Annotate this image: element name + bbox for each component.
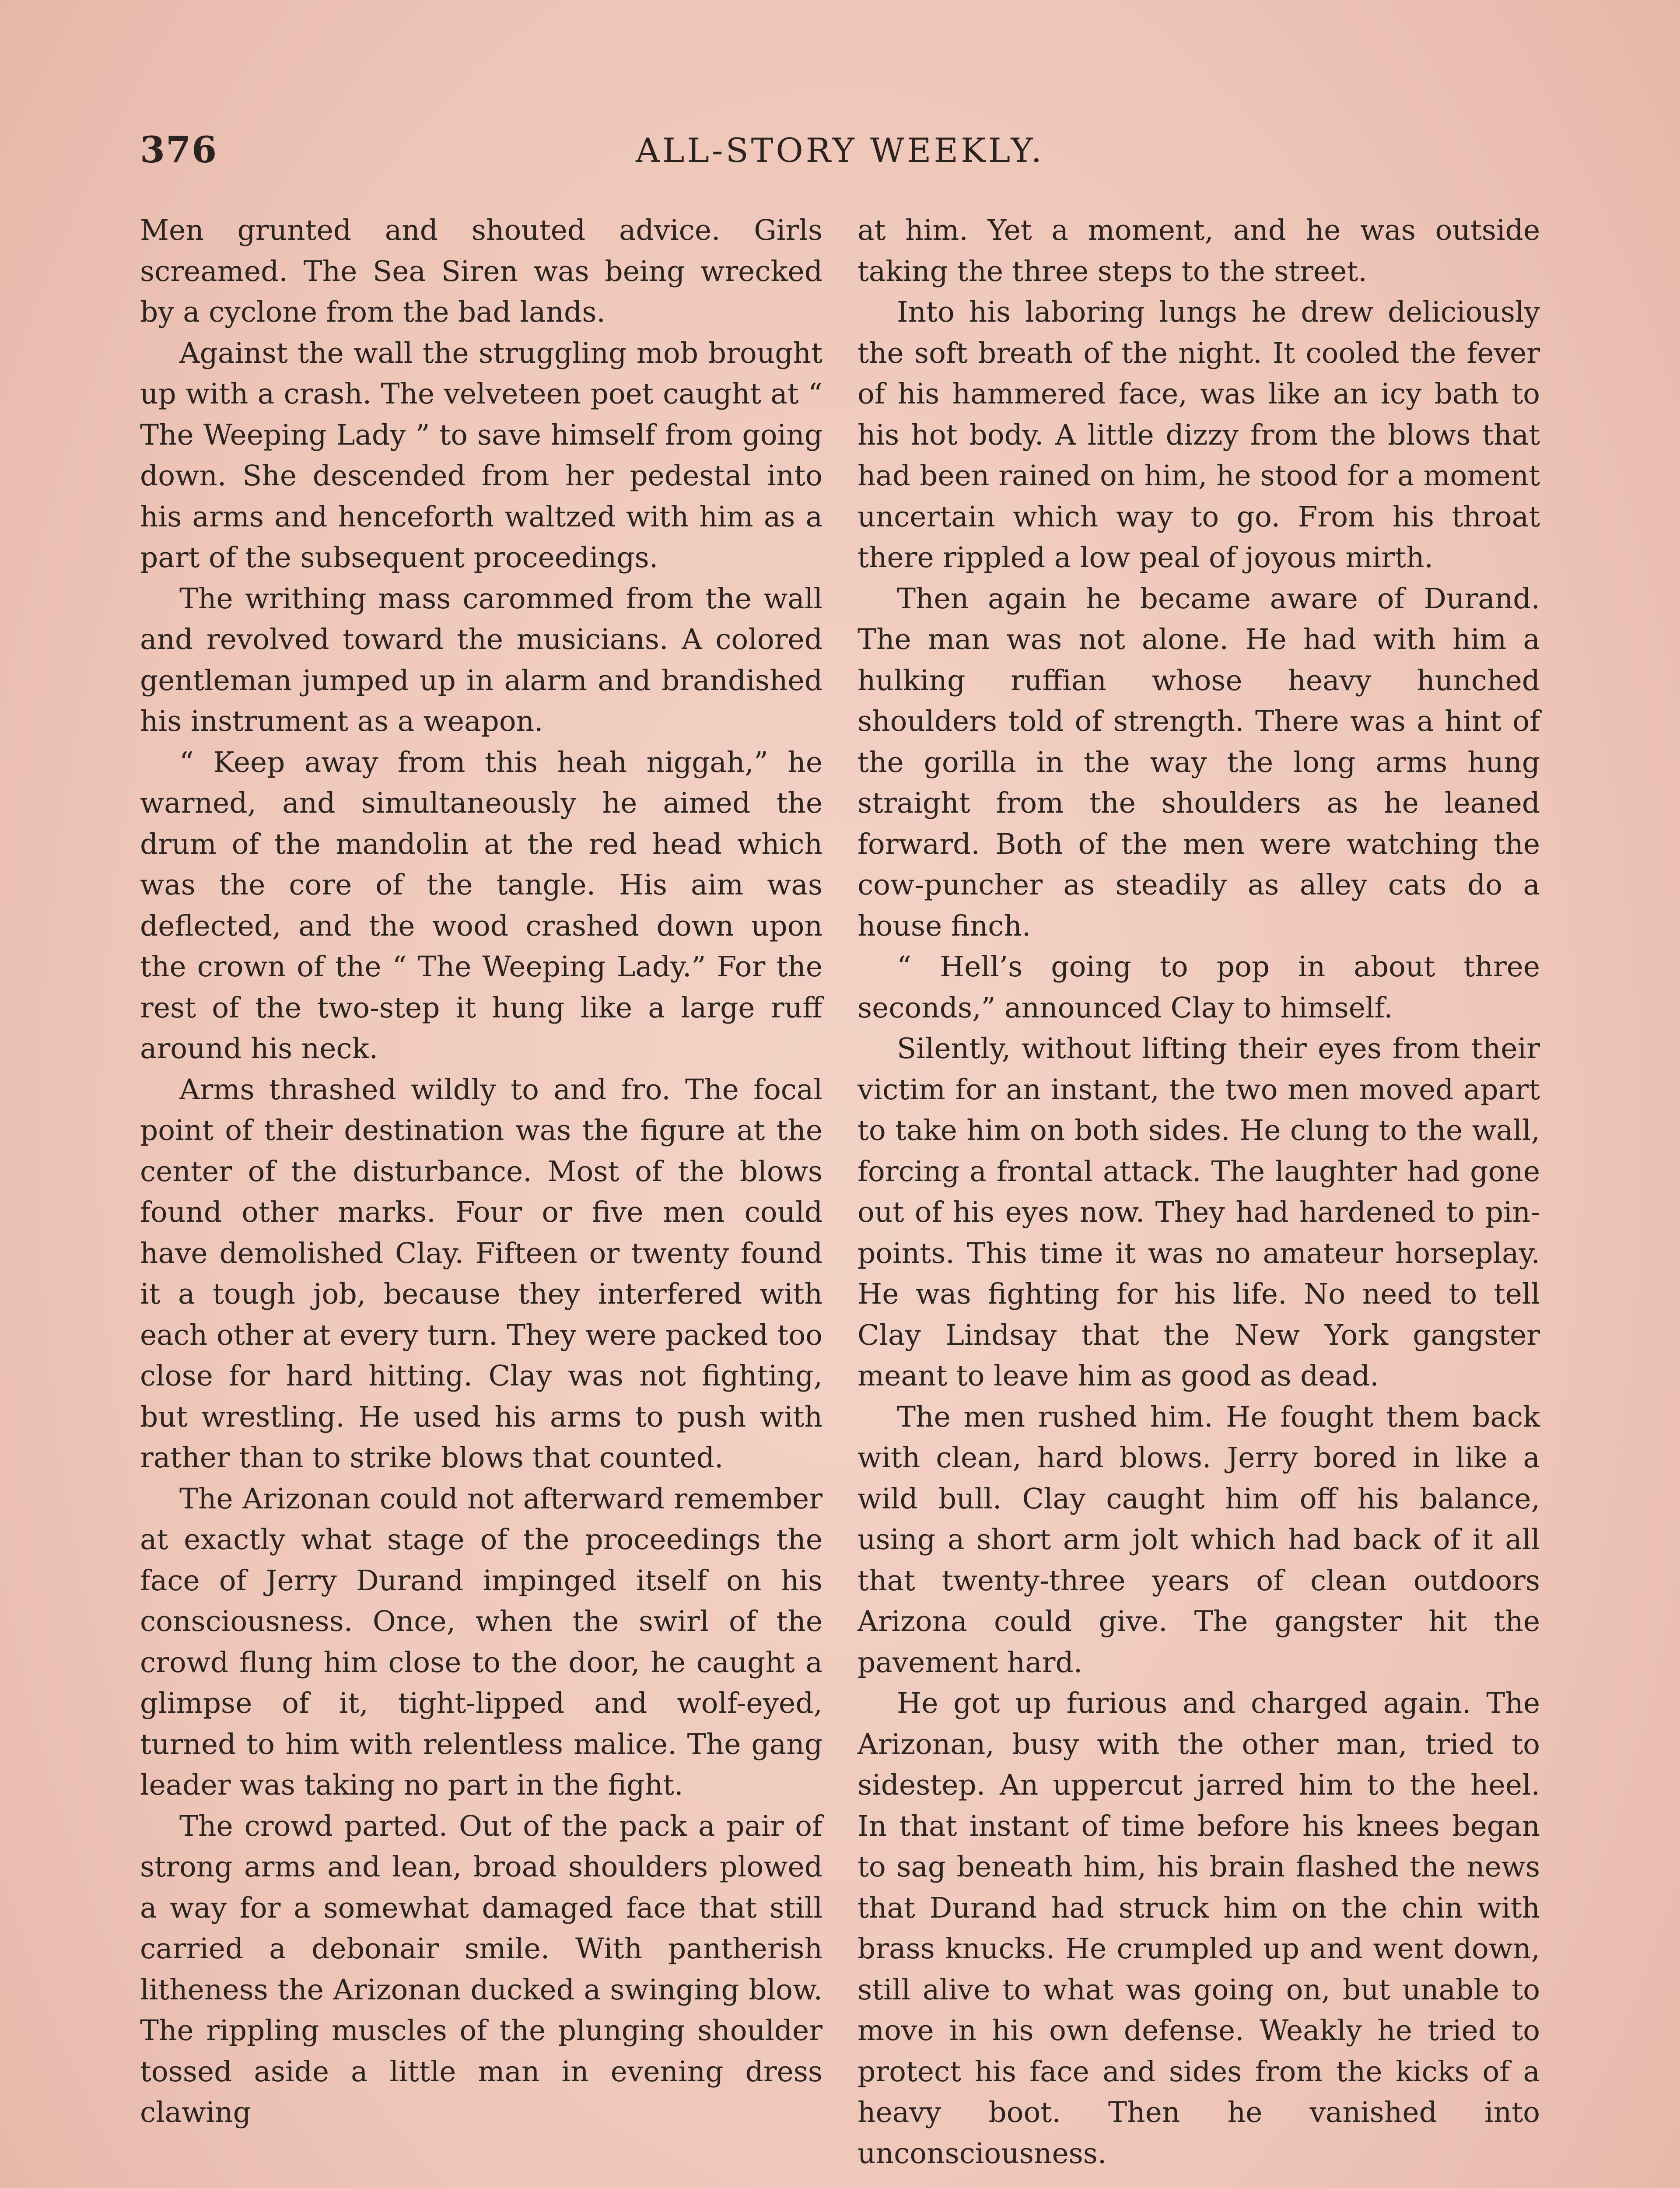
paragraph: Into his laboring lungs he drew deliciously the soft breath of the night. It cooled the fever of his hammered face, was like an icy bath to his hot body. A little dizzy from the blows that had been rained on him, he stood for a moment uncertain which way to go. From his throat there rippled a low peal of joyous mirth. (858, 296, 1540, 574)
page-number: 376 (140, 129, 218, 171)
paragraph: Against the wall the struggling mob brought up with a crash. The velveteen poet caught at “ The Weeping Lady ” to save himself from going down. She descended from her pedestal into his arms and henceforth waltzed with him as a part of the subsequent proceedings. (140, 337, 822, 574)
paragraph: “ Hell’s going to pop in about three seconds,” announced Clay to himself. (858, 950, 1540, 1024)
right-column (858, 210, 1540, 2174)
paragraph: Men grunted and shouted advice. Girls screamed. The Sea Siren was being wrecked by a cyclone from the bad lands. (140, 214, 822, 329)
running-head: ALL-STORY WEEKLY. (636, 131, 1044, 170)
paragraph: He got up furious and charged again. The Arizonan, busy with the other man, tried to sidestep. An uppercut jarred him to the heel. In that instant of time before his knees began to sag beneath him, his brain flashed the news that Durand had struck him on the chin with brass knucks. He crumpled up and went down, still alive to what was going on, but unable to move in his own defense. Weakly he tried to protect his face and sides from the kicks of a heavy boot. Then he vanished into unconsciousness. (858, 1687, 1540, 2170)
paragraph: The crowd parted. Out of the pack a pair of strong arms and lean, broad shoulders plowed a way for a somewhat damaged face that still carried a debonair smile. With pantherish litheness the Arizonan ducked a swinging blow. The rippling muscles of the plunging shoulder tossed aside a little man in evening dress clawing (140, 1809, 822, 2129)
paragraph: Arms thrashed wildly to and fro. The focal point of their destination was the figure at the center of the disturbance. Most of the blows found other marks. Four or five men could have demolished Clay. Fifteen or twenty found it a tough job, because they interfered with each other at every turn. They were packed too close for hard hitting. Clay was not fighting, but wrestling. He used his arms to push with rather than to strike blows that counted. (140, 1073, 822, 1474)
paragraph: Then again he became aware of Durand. The man was not alone. He had with him a hulking ruffian whose heavy hunched shoulders told of strength. There was a hint of the gorilla in the way the long arms hung straight from the shoulders as he leaned forward. Both of the men were watching the cow-puncher as steadily as alley cats do a house finch. (858, 582, 1540, 943)
paragraph: “ Keep away from this heah niggah,” he warned, and simultaneously he aimed the drum of the mandolin at the red head which was the core of the tangle. His aim was deflected, and the wood crashed down upon the crown of the “ The Weeping Lady.” For the rest of the two-step it hung like a large ruff around his neck. (140, 746, 822, 1065)
paragraph: The men rushed him. He fought them back with clean, hard blows. Jerry bored in like a wild bull. Clay caught him off his balance, using a short arm jolt which had back of it all that twenty-three years of clean outdoors Arizona could give. The gangster hit the pavement hard. (858, 1400, 1540, 1679)
page-header (140, 129, 1540, 182)
left-column (140, 210, 822, 2133)
paragraph: Silently, without lifting their eyes from their victim for an instant, the two men moved apart to take him on both sides. He clung to the wall, forcing a frontal attack. The laughter had gone out of his eyes now. They had hardened to pin-points. This time it was no amateur horseplay. He was fighting for his life. No need to tell Clay Lindsay that the New York gangster meant to leave him as good as dead. (858, 1032, 1540, 1392)
paragraph: The Arizonan could not afterward remember at exactly what stage of the proceedings the face of Jerry Durand impinged itself on his consciousness. Once, when the swirl of the crowd flung him close to the door, he caught a glimpse of it, tight-lipped and wolf-eyed, turned to him with relentless malice. The gang leader was taking no part in the fight. (140, 1482, 822, 1802)
paragraph: at him. Yet a moment, and he was outside taking the three steps to the street. (858, 214, 1540, 288)
paragraph: The writhing mass carommed from the wall and revolved toward the musicians. A colored gentleman jumped up in alarm and brandished his instrument as a weapon. (140, 582, 822, 738)
